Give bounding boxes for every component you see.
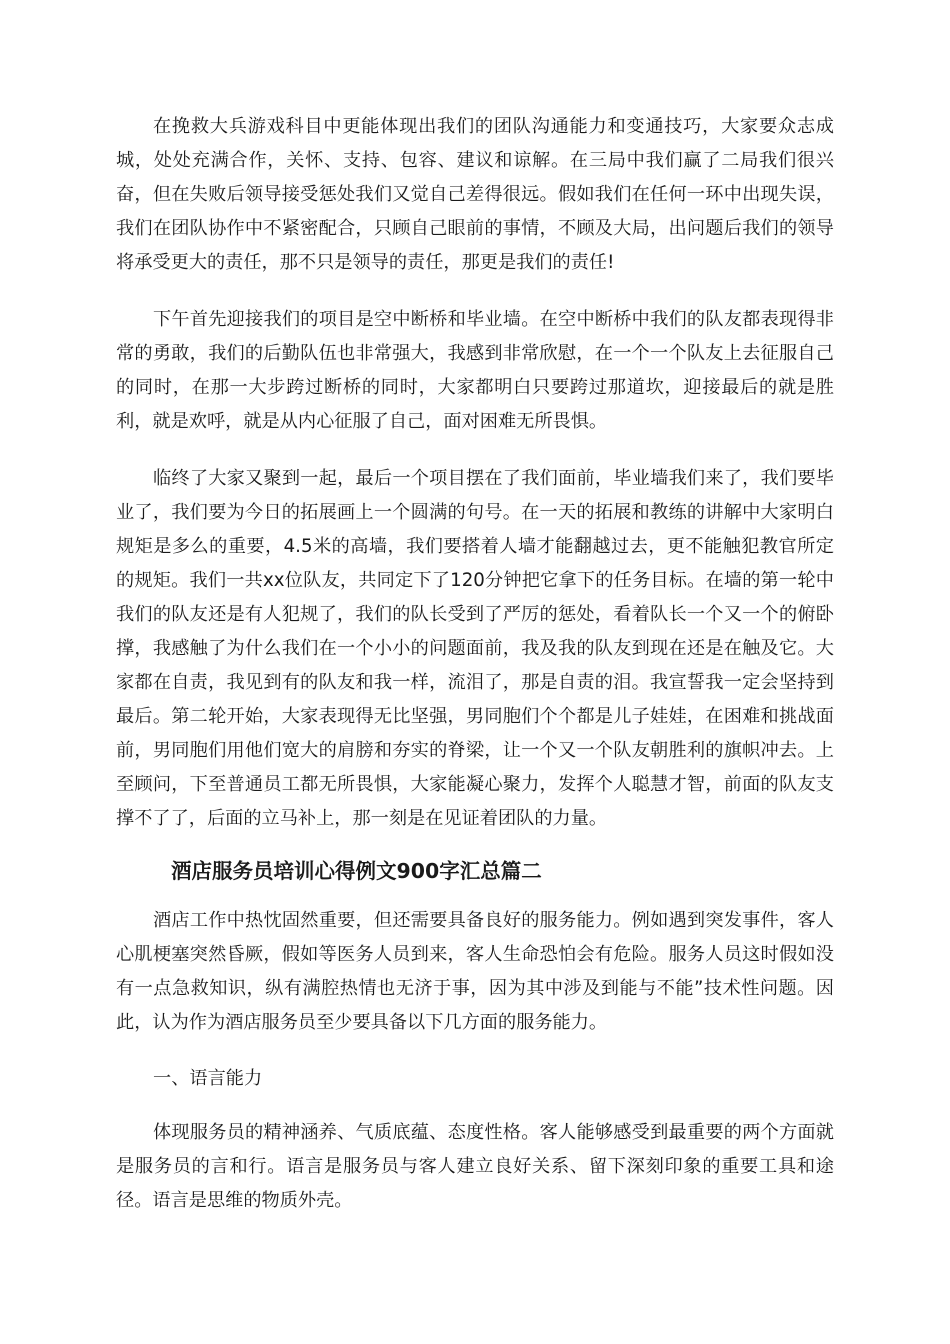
- section-title: 酒店服务员培训心得例文900字汇总篇二: [171, 859, 542, 883]
- body-paragraph: 下午首先迎接我们的项目是空中断桥和毕业墙。在空中断桥中我们的队友都表现得非常的勇敢，我们的后勤队伍也非常强大，我感到非常欣慰，在一个一个队友上去征服自己的同时，在那一大步跨过断桥的同时，大家都明白只要跨过那道坎，迎接最后的就是胜利，就是欢呼，就是从内心征服了自己，面对困难无所畏惧。: [116, 309, 834, 432]
- intro-paragraph: 酒店工作中热忱固然重要，但还需要具备良好的服务能力。例如遇到突发事件，客人心肌梗塞突然昏厥，假如等医务人员到来，客人生命恐怕会有危险。服务人员这时假如没有一点急救知识，纵有满腔热情也无济于事，因为其中涉及到能与不能”技术性问题。因此，认为作为酒店服务员至少要具备以下几方面的服务能力。: [116, 910, 834, 1033]
- document-body: [116, 110, 834, 1240]
- body-paragraph: 临终了大家又聚到一起，最后一个项目摆在了我们面前，毕业墙我们来了，我们要毕业了，我们要为今日的拓展画上一个圆满的句号。在一天的拓展和教练的讲解中大家明白规矩是多么的重要，4.5米的高墙，我们要搭着人墙才能翻越过去，更不能触犯教官所定的规矩。我们一共xx位队友，共同定下了120分钟把它拿下的任务目标。在墙的第一轮中我们的队友还是有人犯规了，我们的队长受到了严厉的惩处，看着队长一个又一个的俯卧撑，我感触了为什么我们在一个小小的问题面前，我及我的队友到现在还是在触及它。大家都在自责，我见到有的队友和我一样，流泪了，那是自责的泪。我宣誓我一定会坚持到最后。第二轮开始，大家表现得无比坚强，男同胞们个个都是儿子娃娃，在困难和挑战面前，男同胞们用他们宽大的肩膀和夯实的脊梁，让一个又一个队友朝胜利的旗帜冲去。上至顾问，下至普通员工都无所畏惧，大家能凝心聚力，发挥个人聪慧才智，前面的队友支撑不了了，后面的立马补上，那一刻是在见证着团队的力量。: [116, 468, 834, 829]
- subheading: 一、语言能力: [153, 1068, 263, 1089]
- body-paragraph: 体现服务员的精神涵养、气质底蕴、态度性格。客人能够感受到最重要的两个方面就是服务员的言和行。语言是服务员与客人建立良好关系、留下深刻印象的重要工具和途径。语言是思维的物质外壳。: [116, 1122, 834, 1211]
- body-paragraph: 在挽救大兵游戏科目中更能体现出我们的团队沟通能力和变通技巧，大家要众志成城，处处充满合作，关怀、支持、包容、建议和谅解。在三局中我们赢了二局我们很兴奋，但在失败后领导接受惩处我们又觉自己差得很远。假如我们在任何一环中出现失误，我们在团队协作中不紧密配合，只顾自己眼前的事情，不顾及大局，出问题后我们的领导将承受更大的责任，那不只是领导的责任，那更是我们的责任!: [116, 116, 834, 273]
